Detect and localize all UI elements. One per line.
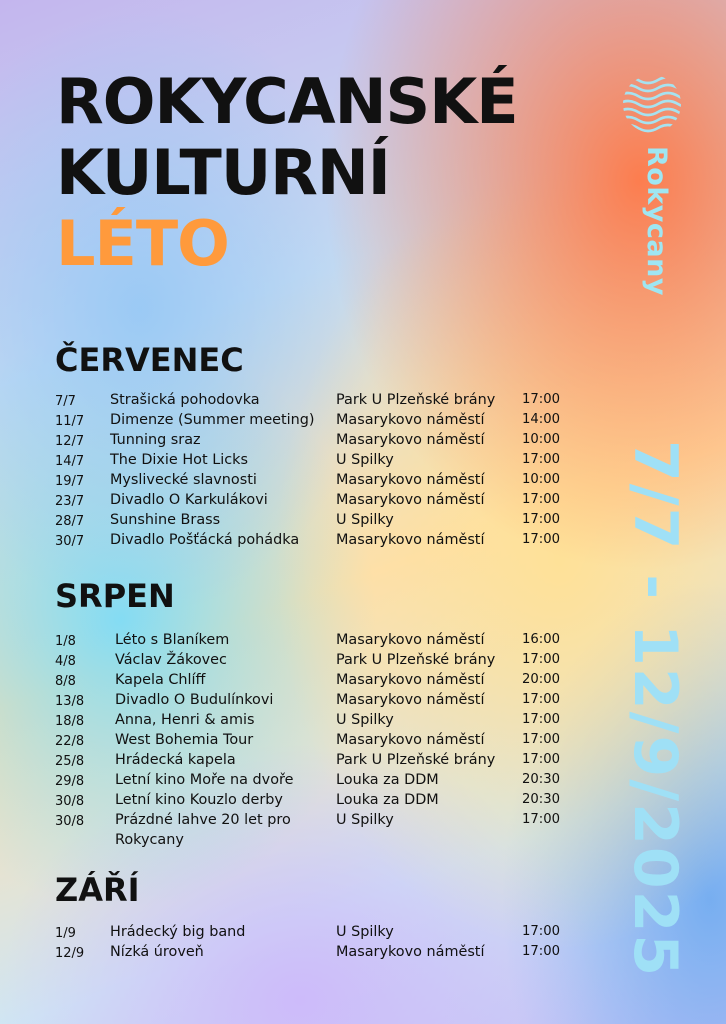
event-time: 17:00 [522,492,561,507]
festival-period: 7/7 - 12/9/2025 [620,440,690,979]
event-place: U Spilky [336,712,394,728]
event-date: 1/8 [55,634,76,649]
event-name: Dimenze (Summer meeting) [110,412,315,428]
event-row [55,690,595,710]
event-place: U Spilky [336,512,394,528]
event-date: 1/9 [55,926,76,941]
event-name: Hrádecký big band [110,924,246,940]
event-time: 20:00 [522,672,561,687]
event-time: 17:00 [522,512,561,527]
event-row [55,510,595,530]
event-name: Sunshine Brass [110,512,221,528]
event-place: Masarykovo náměstí [336,472,485,488]
event-row [55,710,595,730]
event-row [55,430,595,450]
event-date: 12/7 [55,434,85,449]
event-place: U Spilky [336,452,394,468]
title-line-2: KULTURNÍ [56,136,390,209]
event-time: 17:00 [522,692,561,707]
event-time: 17:00 [522,924,561,939]
event-place: Masarykovo náměstí [336,944,485,960]
event-date: 12/9 [55,946,85,961]
event-name: Letní kino Kouzlo derby [115,792,283,808]
event-name: Nízká úroveň [110,944,204,960]
event-name: Léto s Blaníkem [115,632,230,648]
event-name: Divadlo O Budulínkovi [115,692,274,708]
event-date: 11/7 [55,414,85,429]
event-row [55,942,595,962]
page-title [56,66,518,279]
month-heading: ZÁŘÍ [55,871,140,909]
event-date: 25/8 [55,754,85,769]
event-place: Masarykovo náměstí [336,632,485,648]
event-list [55,922,595,962]
event-row [55,770,595,790]
event-date: 22/8 [55,734,85,749]
event-time: 17:00 [522,812,561,827]
event-name: Anna, Henri & amis [115,712,255,728]
event-time: 17:00 [522,452,561,467]
event-time: 20:30 [522,772,561,787]
event-row [55,470,595,490]
event-name: Divadlo Pošťácká pohádka [110,532,300,548]
event-time: 17:00 [522,712,561,727]
event-place: Masarykovo náměstí [336,432,485,448]
event-row [55,730,595,750]
event-row [55,790,595,810]
event-date: 7/7 [55,394,76,409]
event-row [55,450,595,470]
event-row [55,670,595,690]
event-name: Tunning sraz [110,432,201,448]
event-date: 29/8 [55,774,85,789]
event-name: Letní kino Moře na dvoře [115,772,294,788]
event-time: 17:00 [522,392,561,407]
event-date: 28/7 [55,514,85,529]
event-name: Hrádecká kapela [115,752,236,768]
month-heading: ČERVENEC [55,341,244,379]
event-name: Strašická pohodovka [110,392,260,408]
event-row [55,922,595,942]
event-date: 23/7 [55,494,85,509]
event-place: Masarykovo náměstí [336,412,485,428]
title-line-3: LÉTO [56,207,229,280]
event-place: Masarykovo náměstí [336,692,485,708]
event-date: 4/8 [55,654,76,669]
event-list [55,630,595,850]
event-name: The Dixie Hot Licks [110,452,248,468]
month-heading: SRPEN [55,577,175,615]
section-zari [55,870,595,962]
event-time: 17:00 [522,532,561,547]
brand-name: Rokycany [641,146,672,296]
event-time: 17:00 [522,652,561,667]
event-name: Prázdné lahve 20 let pro Rokycany [115,812,291,848]
event-date: 13/8 [55,694,85,709]
event-row [55,650,595,670]
rokycany-wave-logo-icon [622,74,682,134]
event-place: Louka za DDM [336,792,439,808]
title-line-1: ROKYCANSKÉ [56,65,518,138]
event-date: 30/7 [55,534,85,549]
event-date: 14/7 [55,454,85,469]
event-place: Masarykovo náměstí [336,672,485,688]
event-place: Park U Plzeňské brány [336,392,496,408]
event-row [55,810,595,850]
event-time: 16:00 [522,632,561,647]
event-row [55,630,595,650]
event-name: Myslivecké slavnosti [110,472,257,488]
event-place: Masarykovo náměstí [336,732,485,748]
event-time: 17:00 [522,752,561,767]
event-place: U Spilky [336,812,394,828]
event-place: Masarykovo náměstí [336,532,485,548]
event-name: West Bohemia Tour [115,732,254,748]
event-name: Kapela Chlíff [115,672,206,688]
event-place: Park U Plzeňské brány [336,752,496,768]
event-place: Louka za DDM [336,772,439,788]
event-list [55,390,595,550]
event-time: 20:30 [522,792,561,807]
section-srpen [55,576,595,850]
section-cervenec [55,340,595,550]
event-row [55,410,595,430]
event-name: Divadlo O Karkulákovi [110,492,268,508]
event-time: 10:00 [522,472,561,487]
event-time: 17:00 [522,944,561,959]
event-time: 10:00 [522,432,561,447]
event-time: 14:00 [522,412,561,427]
event-place: Park U Plzeňské brány [336,652,496,668]
event-row [55,490,595,510]
event-date: 30/8 [55,794,85,809]
event-date: 18/8 [55,714,85,729]
event-row [55,390,595,410]
event-date: 8/8 [55,674,76,689]
event-place: Masarykovo náměstí [336,492,485,508]
event-place: U Spilky [336,924,394,940]
event-date: 19/7 [55,474,85,489]
event-row [55,750,595,770]
event-name: Václav Žákovec [115,652,227,668]
event-row [55,530,595,550]
event-time: 17:00 [522,732,561,747]
event-date: 30/8 [55,814,85,829]
